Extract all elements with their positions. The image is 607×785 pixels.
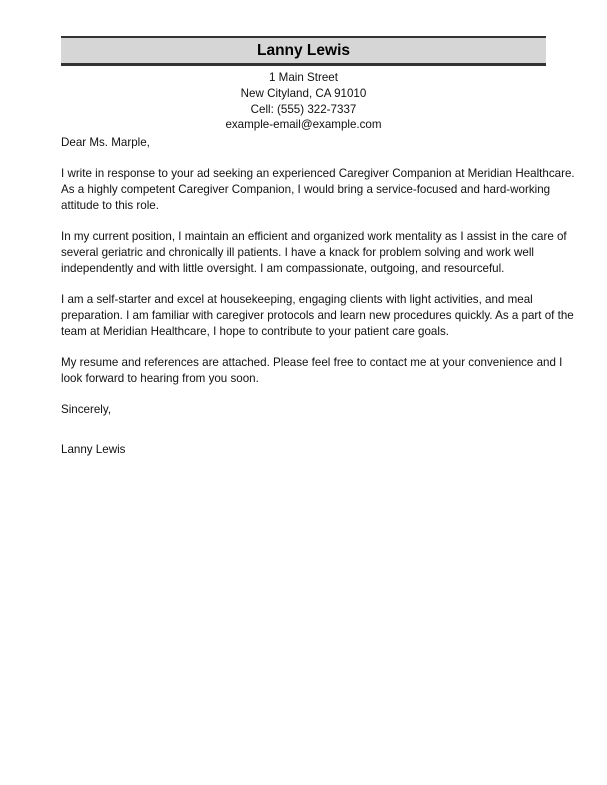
text-line: My resume and references are attached. Please feel free to contact me at your convenience and I: [61, 355, 563, 369]
text-line: I am a self-starter and excel at housekeeping, engaging clients with light activities, and meal: [61, 293, 533, 307]
paragraph-4: [61, 355, 561, 387]
phone: Cell: (555) 322-7337: [250, 102, 357, 116]
text-line: attitude to this role.: [61, 198, 159, 212]
text-line: look forward to hearing from you soon.: [61, 371, 259, 385]
signature: Lanny Lewis: [61, 442, 126, 456]
text-line: team at Meridian Healthcare, I hope to contribute to your patient care goals.: [61, 324, 449, 338]
text-line: independently and with little oversight. I am compassionate, outgoing, and resourceful.: [61, 261, 505, 275]
closing: Sincerely,: [61, 403, 112, 417]
city-state-zip: New Cityland, CA 91010: [240, 86, 367, 100]
email: example-email@example.com: [225, 118, 382, 132]
name-header-bar: [61, 36, 546, 66]
text-line: In my current position, I maintain an efficient and organized work mentality as I assist in the care of: [61, 230, 567, 244]
text-line: As a highly competent Caregiver Companion, I would bring a service-focused and hard-working: [61, 183, 551, 197]
street-address: 1 Main Street: [269, 71, 338, 84]
text-line: I write in response to your ad seeking an experienced Caregiver Companion at Meridian Healthcare.: [61, 167, 575, 181]
contact-block: [61, 70, 546, 133]
paragraph-3: [61, 292, 574, 339]
text-line: preparation. I am familiar with caregiver protocols and learn new procedures quickly. As a part of the: [61, 308, 574, 322]
text-line: several geriatric and chronically ill patients. I have a knack for problem solving and work well: [61, 245, 534, 259]
salutation: Dear Ms. Marple,: [61, 136, 150, 149]
letter-body: [61, 135, 575, 473]
applicant-name: Lanny Lewis: [256, 42, 351, 59]
paragraph-2: [61, 229, 567, 276]
paragraph-1: [61, 166, 575, 213]
